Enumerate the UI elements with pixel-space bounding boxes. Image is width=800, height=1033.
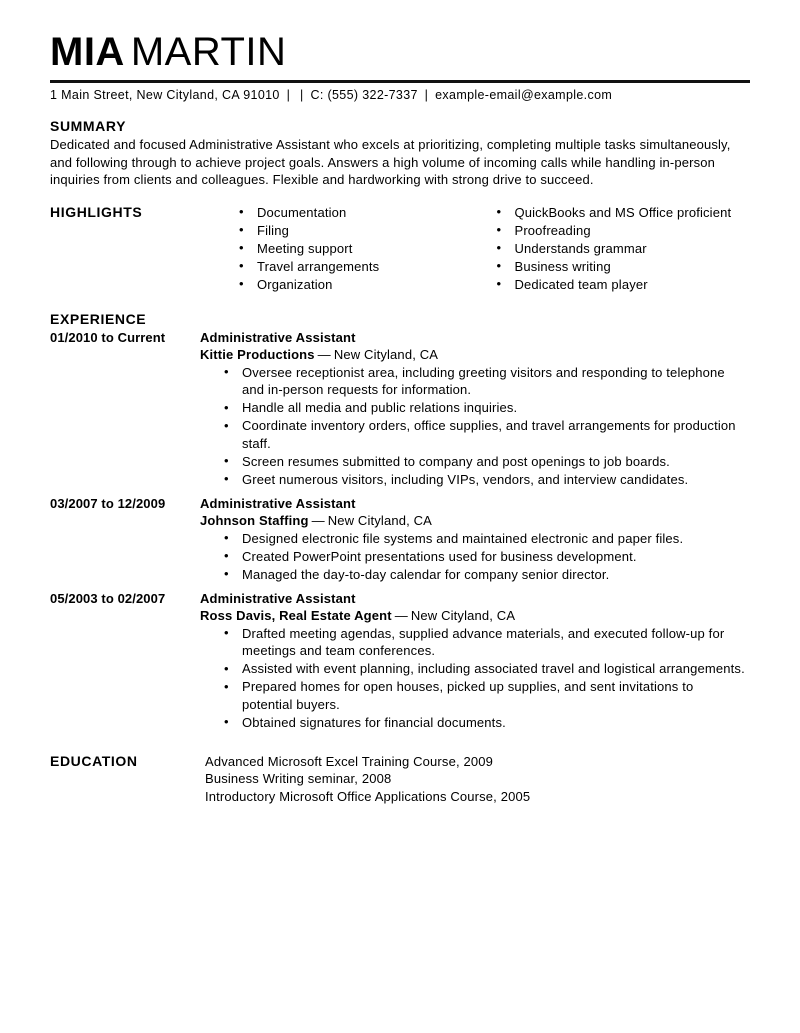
list-item: • Organization [235, 276, 493, 294]
list-item: • Understands grammar [493, 240, 751, 258]
job-company-line [200, 607, 750, 624]
job-location: New Cityland, CA [410, 607, 516, 623]
education-item: Advanced Microsoft Excel Training Course, 2009 [205, 753, 493, 769]
job-bullet: • Greet numerous visitors, including VIPs, vendors, and interview candidates. [220, 471, 747, 489]
contact-email[interactable]: example-email@example.com [435, 88, 613, 102]
first-name: MIA [50, 30, 125, 74]
experience-heading: EXPERIENCE [50, 310, 147, 327]
contact-separator-2: | [300, 88, 304, 102]
job-dash: — [394, 607, 408, 623]
highlights-columns [235, 204, 750, 294]
experience-entry [50, 590, 750, 732]
summary-text: Dedicated and focused Administrative Assistant who excels at prioritizing, completing multiple tasks simultaneously, and following through to achieve project goals. Answers a high volume of incoming calls while handling in-person inquiries from clients and colleagues. Flexible and hardworking with strong drive to succeed. [50, 137, 731, 187]
job-bullet: • Screen resumes submitted to company and post openings to job boards. [220, 453, 747, 471]
resume-header [50, 28, 750, 105]
education-section [50, 752, 750, 806]
highlights-column-one [235, 204, 493, 294]
job-bullet-list [220, 530, 750, 584]
experience-job-list [50, 329, 750, 732]
contact-separator-1: | [286, 88, 291, 102]
education-item: Introductory Microsoft Office Applications Course, 2005 [205, 788, 531, 804]
job-body [200, 495, 750, 584]
job-body [200, 329, 750, 489]
job-bullet: • Coordinate inventory orders, office supplies, and travel arrangements for production staff. [220, 417, 747, 452]
experience-entry [50, 495, 750, 584]
job-dash: — [311, 512, 325, 528]
job-dates: 01/2010 to Current [50, 329, 166, 345]
job-dates: 05/2003 to 02/2007 [50, 590, 166, 606]
education-item: Business Writing seminar, 2008 [205, 771, 392, 786]
job-title: Administrative Assistant [200, 495, 356, 511]
highlights-body [50, 204, 750, 294]
contact-phone: C: (555) 322-7337 [310, 88, 418, 102]
job-bullet: • Drafted meeting agendas, supplied advance materials, and executed follow-up for meetings and team conferences. [220, 625, 747, 660]
list-item: • Meeting support [235, 240, 493, 258]
contact-address: 1 Main Street, New Cityland, CA 91010 [50, 88, 280, 102]
highlights-heading: HIGHLIGHTS [50, 203, 143, 220]
job-bullet: • Managed the day-to-day calendar for company senior director. [220, 566, 747, 584]
experience-section [50, 310, 750, 732]
highlights-list-two [493, 204, 751, 294]
job-company: Johnson Staffing [200, 512, 309, 528]
job-bullet: • Handle all media and public relations inquiries. [220, 399, 747, 417]
job-dates: 03/2007 to 12/2009 [50, 495, 166, 511]
job-company: Ross Davis, Real Estate Agent [200, 607, 392, 623]
candidate-name [50, 28, 750, 78]
list-item: • Dedicated team player [493, 276, 751, 294]
job-company-line [200, 346, 750, 363]
list-item: • QuickBooks and MS Office proficient [493, 204, 751, 222]
education-body [205, 753, 750, 806]
job-bullet: • Created PowerPoint presentations used for business development. [220, 548, 747, 566]
job-bullet: • Designed electronic file systems and maintained electronic and paper files. [220, 530, 747, 548]
header-divider [50, 80, 750, 83]
contact-separator-3: | [424, 88, 429, 102]
list-item: • Filing [235, 222, 493, 240]
summary-heading: SUMMARY [50, 118, 127, 134]
education-item-list [205, 753, 750, 806]
job-company: Kittie Productions [200, 346, 315, 362]
last-name: MARTIN [130, 30, 287, 74]
list-item: • Business writing [493, 258, 751, 276]
summary-section [50, 117, 750, 189]
highlights-list-one [235, 204, 493, 294]
contact-line [50, 87, 750, 105]
education-heading: EDUCATION [50, 752, 138, 769]
job-bullet: • Prepared homes for open houses, picked up supplies, and sent invitations to potential buyers. [220, 678, 747, 713]
job-location: New Cityland, CA [327, 512, 432, 528]
job-bullet: • Oversee receptionist area, including greeting visitors and responding to telephone and in-person requests for information. [220, 364, 747, 399]
job-company-line [200, 512, 750, 529]
highlights-section [50, 203, 750, 294]
highlights-column-two [493, 204, 751, 294]
job-body [200, 590, 750, 732]
job-bullet-list [220, 625, 750, 732]
job-title: Administrative Assistant [200, 590, 356, 606]
job-title: Administrative Assistant [200, 329, 356, 345]
job-dash: — [317, 346, 331, 362]
job-location: New Cityland, CA [333, 346, 439, 362]
list-item: • Proofreading [493, 222, 751, 240]
list-item: • Travel arrangements [235, 258, 493, 276]
list-item: • Documentation [235, 204, 493, 222]
job-bullet: • Assisted with event planning, including associated travel and logistical arrangements. [220, 660, 747, 678]
job-bullet-list [220, 364, 750, 489]
experience-entry [50, 329, 750, 489]
job-bullet: • Obtained signatures for financial documents. [220, 714, 747, 732]
